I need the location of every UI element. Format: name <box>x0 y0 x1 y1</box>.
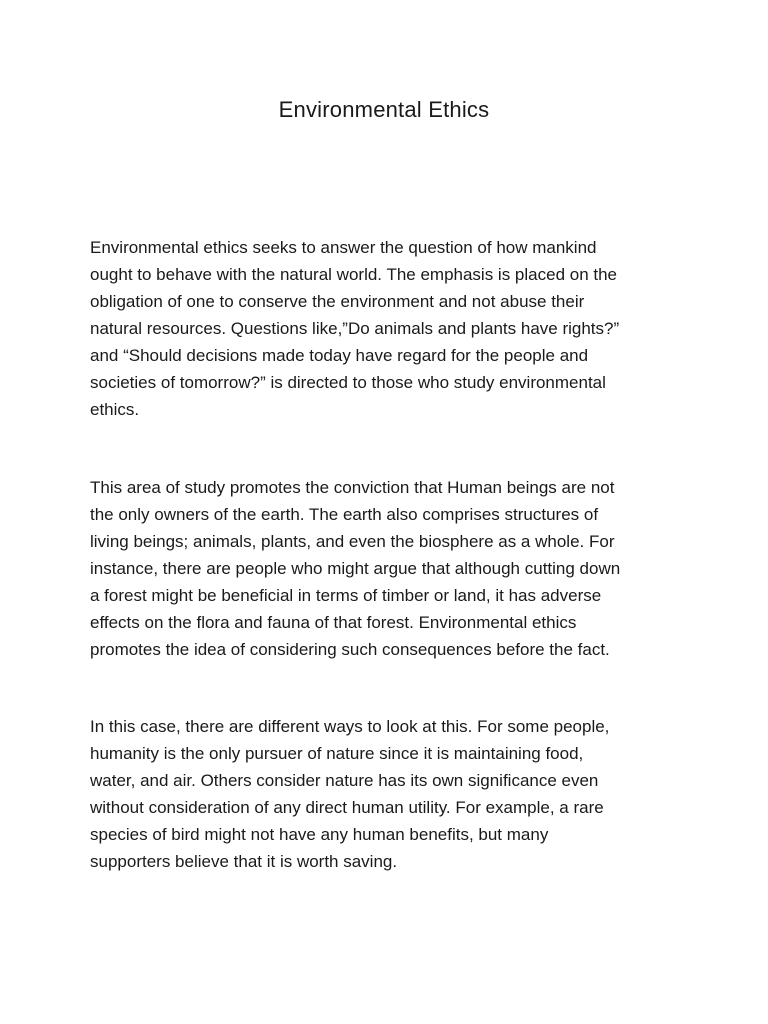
paragraph-line: This area of study promotes the conviction that Human beings are not <box>90 478 615 497</box>
paragraph-line: and “Should decisions made today have regard for the people and <box>90 346 589 365</box>
paragraph-line: a forest might be beneficial in terms of timber or land, it has adverse <box>90 586 602 605</box>
paragraph-line: natural resources. Questions like,”Do animals and plants have rights?” <box>90 319 620 338</box>
paragraph-line: In this case, there are different ways to look at this. For some people, <box>90 717 610 736</box>
paragraph-line: supporters believe that it is worth saving. <box>90 852 398 871</box>
paragraph-line: instance, there are people who might argue that although cutting down <box>90 559 621 578</box>
paragraph-line: without consideration of any direct human utility. For example, a rare <box>90 798 604 817</box>
paragraph-line: humanity is the only pursuer of nature since it is maintaining food, <box>90 744 584 763</box>
paragraph-line: the only owners of the earth. The earth also comprises structures of <box>90 505 599 524</box>
paragraph-line: Environmental ethics seeks to answer the question of how mankind <box>90 238 597 257</box>
document-title: Environmental Ethics <box>278 97 490 122</box>
paragraph-3 <box>90 713 690 875</box>
paragraph-line: ethics. <box>90 400 140 419</box>
paragraph-line: living beings; animals, plants, and even the biosphere as a whole. For <box>90 532 615 551</box>
paragraph-1 <box>90 234 690 423</box>
paragraph-line: obligation of one to conserve the environment and not abuse their <box>90 292 585 311</box>
paragraph-2 <box>90 474 690 663</box>
paragraph-line: effects on the flora and fauna of that forest. Environmental ethics <box>90 613 577 632</box>
paragraph-line: water, and air. Others consider nature has its own significance even <box>90 771 599 790</box>
paragraph-line: societies of tomorrow?” is directed to those who study environmental <box>90 373 606 392</box>
paragraph-line: promotes the idea of considering such consequences before the fact. <box>90 640 610 659</box>
paragraph-line: ought to behave with the natural world. The emphasis is placed on the <box>90 265 618 284</box>
paragraph-line: species of bird might not have any human benefits, but many <box>90 825 549 844</box>
